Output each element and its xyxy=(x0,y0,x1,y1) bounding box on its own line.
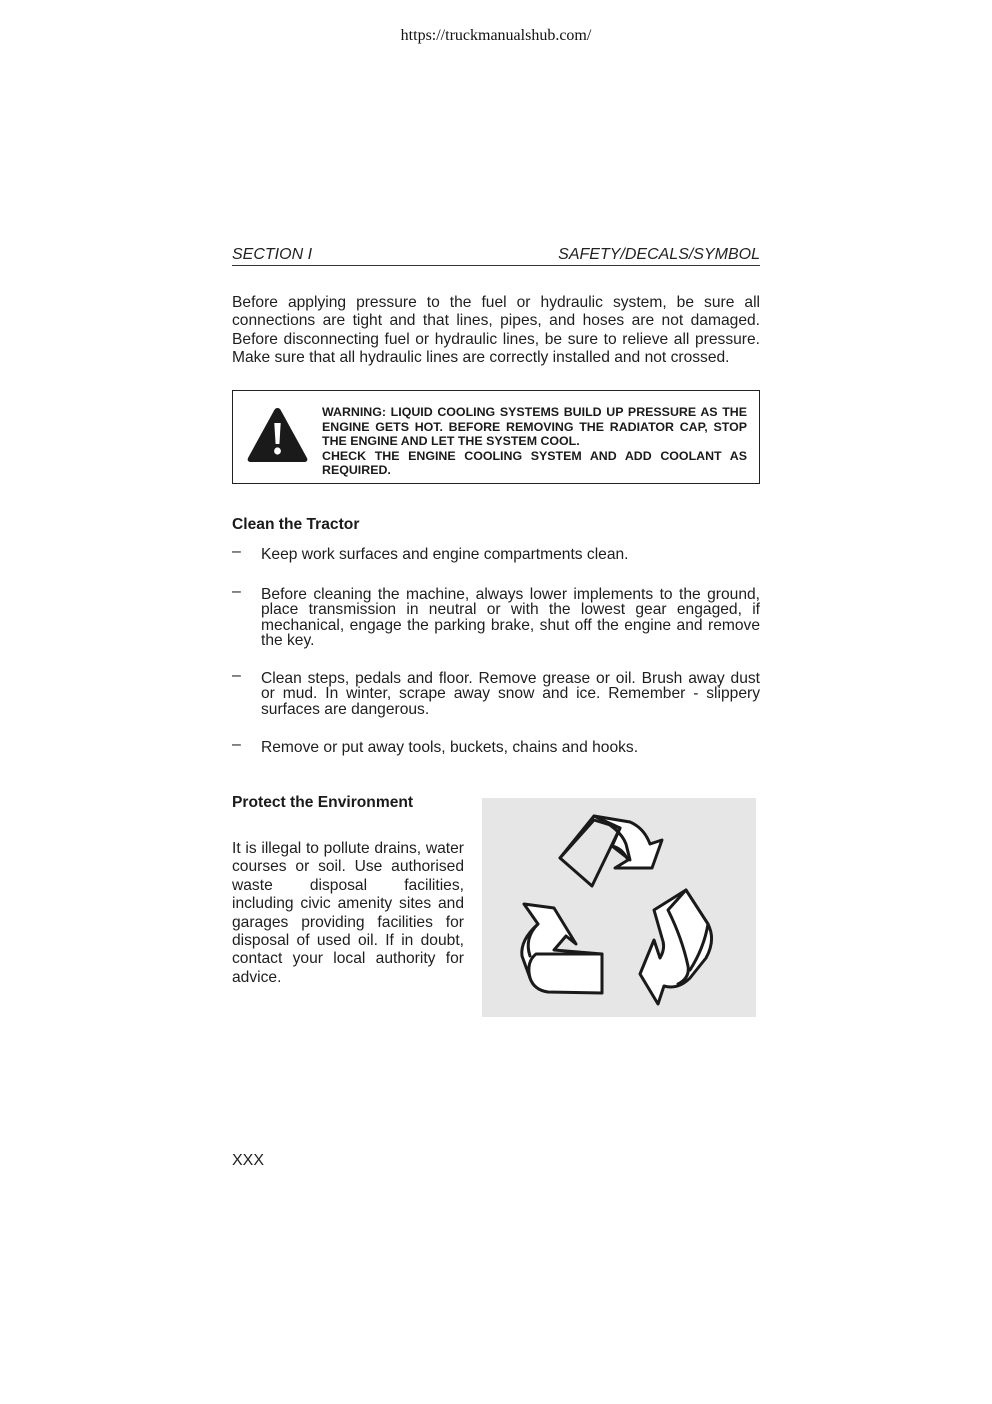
source-url[interactable]: https://truckmanualshub.com/ xyxy=(400,27,592,44)
warning-line-2: CHECK THE ENGINE COOLING SYSTEM AND ADD COOLANT AS REQUIRED. xyxy=(322,448,747,478)
warning-triangle-icon xyxy=(246,406,309,464)
dash-bullet: – xyxy=(232,736,241,753)
warning-line-1: WARNING: LIQUID COOLING SYSTEMS BUILD UP PRESSURE AS THE ENGINE GETS HOT. BEFORE REMOVING THE RADIATOR CAP, STOP THE ENGINE AND LET THE SYSTEM COOL. xyxy=(322,405,747,449)
section-header xyxy=(232,246,760,266)
section-label: SECTION I xyxy=(232,246,313,263)
dash-bullet: – xyxy=(232,667,241,684)
section-title: SAFETY/DECALS/SYMBOL xyxy=(558,246,760,263)
warning-text xyxy=(322,405,747,478)
list-item-text: Clean steps, pedals and floor. Remove grease or oil. Brush away dust or mud. In winter, scrape away snow and ice. Remember - slippery surfaces are dangerous. xyxy=(261,670,760,718)
dash-bullet: – xyxy=(232,543,241,560)
protect-environment-heading: Protect the Environment xyxy=(232,794,414,811)
list-item-text: Remove or put away tools, buckets, chains and hooks. xyxy=(261,739,639,756)
list-item-text: Keep work surfaces and engine compartments clean. xyxy=(261,546,629,563)
page-number: XXX xyxy=(232,1152,265,1169)
environment-paragraph: It is illegal to pollute drains, water courses or soil. Use authorised waste disposal facilities, including civic amenity sites and garages providing facilities for disposal of used oil. If in doubt, contact your local authority for advice. xyxy=(232,840,464,986)
warning-box xyxy=(232,390,760,484)
dash-bullet: – xyxy=(232,583,241,600)
intro-paragraph: Before applying pressure to the fuel or hydraulic system, be sure all connections are tight and that lines, pipes, and hoses are not damaged. Before disconnecting fuel or hydraulic lines, be sure to relieve all pressure. Make sure that all hydraulic lines are correctly installed and not crossed. xyxy=(232,294,760,367)
list-item-text: Before cleaning the machine, always lower implements to the ground, place transmission in neutral or with the lowest gear engaged, if mechanical, engage the parking brake, shut off the engine and remove the key. xyxy=(261,586,760,650)
recycle-image xyxy=(482,798,756,1017)
recycle-icon xyxy=(482,798,756,1017)
clean-tractor-heading: Clean the Tractor xyxy=(232,516,360,533)
